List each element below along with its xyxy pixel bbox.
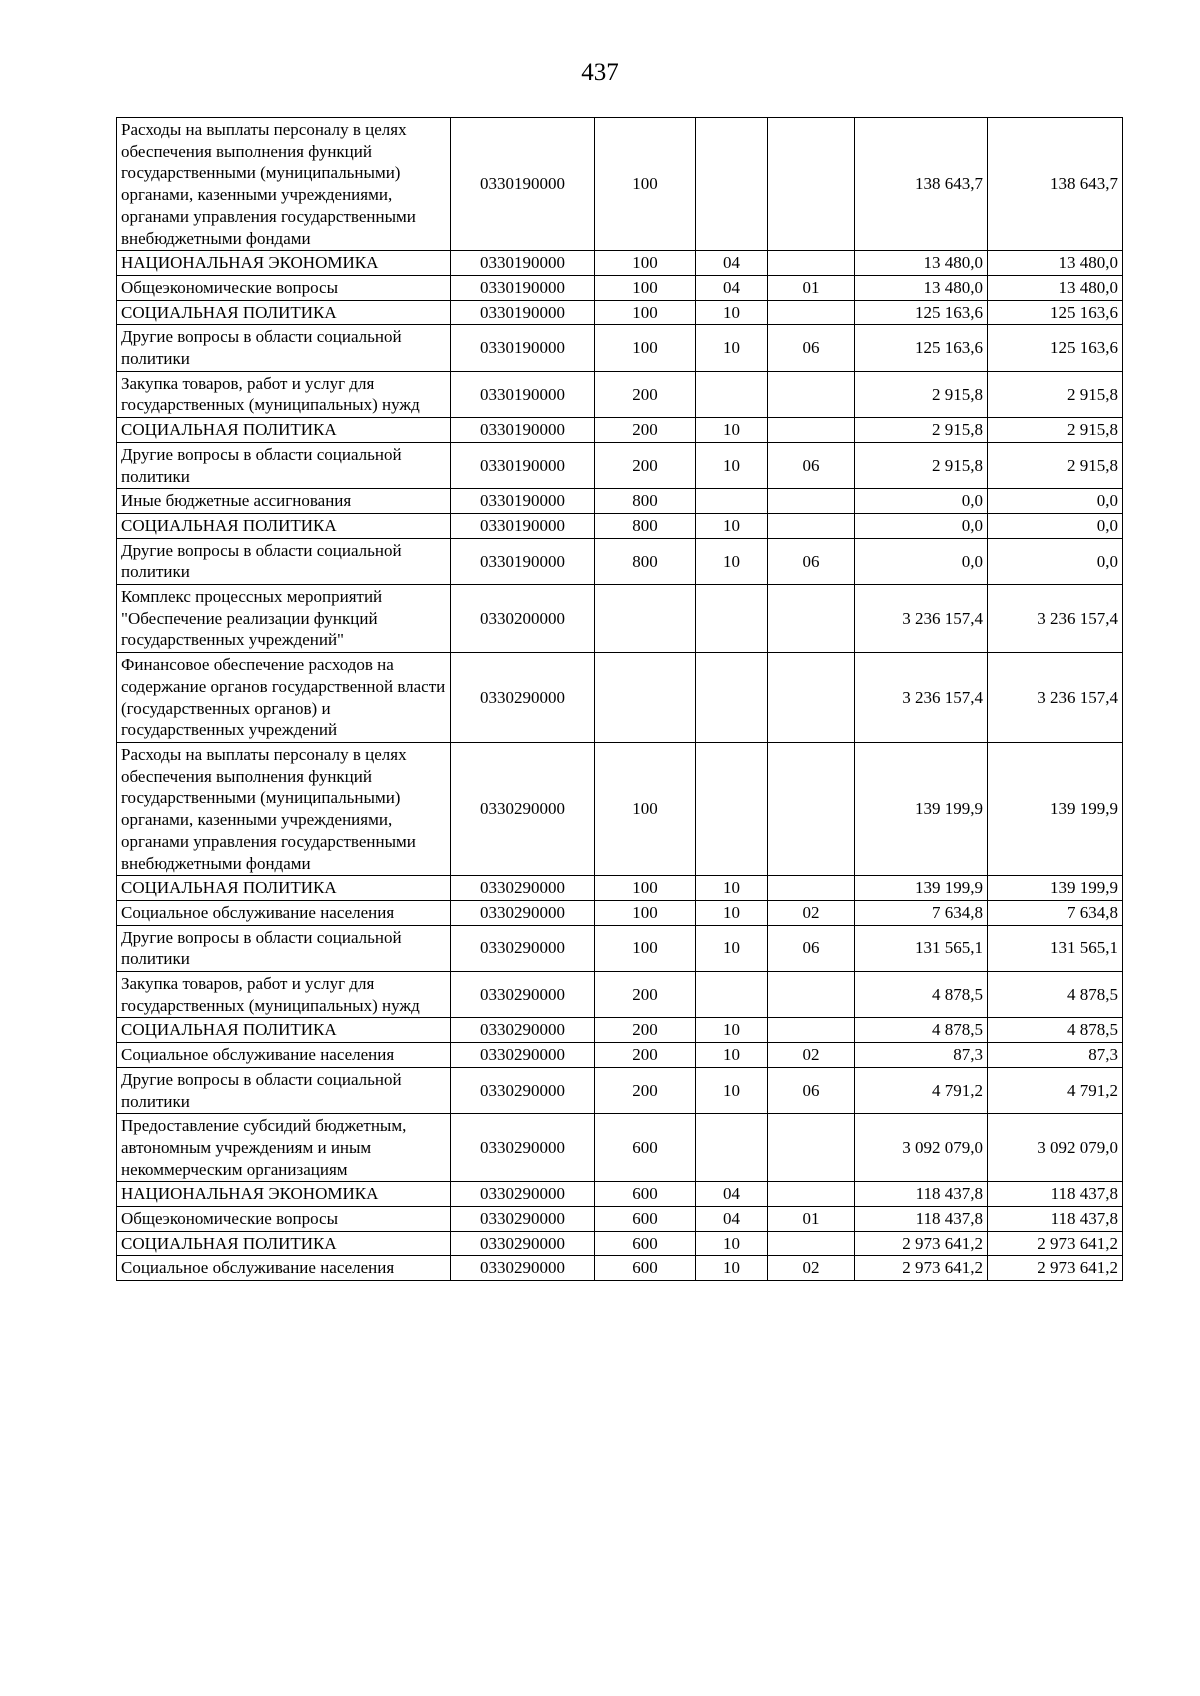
row-name: Социальное обслуживание населения [117,1256,451,1281]
row-section [696,742,768,875]
row-subsection [768,1114,855,1182]
row-amount-1: 131 565,1 [855,925,988,971]
table-row [117,1182,1123,1207]
row-target-code: 0330190000 [451,418,595,443]
table-row [117,900,1123,925]
row-subsection [768,653,855,743]
row-subsection: 01 [768,275,855,300]
row-amount-2: 2 915,8 [988,418,1123,443]
row-section: 04 [696,1182,768,1207]
row-target-code: 0330290000 [451,876,595,901]
row-amount-1: 125 163,6 [855,300,988,325]
row-target-code: 0330290000 [451,972,595,1018]
row-expense-type: 200 [595,972,696,1018]
row-section: 10 [696,442,768,488]
row-expense-type: 200 [595,418,696,443]
row-subsection: 02 [768,1256,855,1281]
row-subsection: 06 [768,442,855,488]
table-row [117,585,1123,653]
row-subsection: 06 [768,925,855,971]
row-amount-2: 3 236 157,4 [988,585,1123,653]
row-amount-2: 4 791,2 [988,1067,1123,1113]
row-section: 10 [696,1231,768,1256]
table-row [117,275,1123,300]
row-amount-1: 0,0 [855,538,988,584]
row-name: Комплекс процессных мероприятий "Обеспечение реализации функций государственных учреждений" [117,585,451,653]
row-section [696,371,768,417]
row-expense-type: 200 [595,1067,696,1113]
row-expense-type: 100 [595,251,696,276]
row-name: Другие вопросы в области социальной политики [117,538,451,584]
row-name: Общеэкономические вопросы [117,1207,451,1232]
table-row [117,325,1123,371]
row-subsection [768,489,855,514]
row-subsection: 02 [768,900,855,925]
row-expense-type: 200 [595,371,696,417]
row-target-code: 0330190000 [451,513,595,538]
row-name: Финансовое обеспечение расходов на содержание органов государственной власти (государственных органов) и государственных учреждений [117,653,451,743]
row-amount-1: 2 915,8 [855,371,988,417]
row-expense-type: 200 [595,1043,696,1068]
table-row [117,1256,1123,1281]
row-amount-2: 118 437,8 [988,1207,1123,1232]
row-section [696,118,768,251]
row-section: 10 [696,1018,768,1043]
row-subsection [768,418,855,443]
row-name: Общеэкономические вопросы [117,275,451,300]
row-amount-1: 3 092 079,0 [855,1114,988,1182]
row-expense-type: 600 [595,1114,696,1182]
table-row [117,653,1123,743]
row-subsection: 02 [768,1043,855,1068]
row-amount-1: 2 915,8 [855,418,988,443]
row-target-code: 0330190000 [451,371,595,417]
row-amount-2: 139 199,9 [988,742,1123,875]
row-amount-1: 3 236 157,4 [855,653,988,743]
row-expense-type: 100 [595,300,696,325]
row-expense-type: 600 [595,1207,696,1232]
row-subsection [768,876,855,901]
row-section: 10 [696,513,768,538]
row-subsection [768,118,855,251]
row-target-code: 0330290000 [451,1231,595,1256]
row-subsection [768,300,855,325]
table-row [117,442,1123,488]
row-target-code: 0330290000 [451,742,595,875]
row-amount-1: 0,0 [855,513,988,538]
table-row [117,1231,1123,1256]
row-subsection [768,585,855,653]
row-target-code: 0330290000 [451,900,595,925]
row-amount-1: 139 199,9 [855,742,988,875]
row-name: Другие вопросы в области социальной политики [117,442,451,488]
row-expense-type: 800 [595,513,696,538]
table-row [117,1067,1123,1113]
row-subsection [768,371,855,417]
row-amount-2: 13 480,0 [988,251,1123,276]
row-target-code: 0330290000 [451,925,595,971]
row-amount-2: 4 878,5 [988,972,1123,1018]
row-expense-type: 100 [595,742,696,875]
row-expense-type [595,585,696,653]
table-row [117,371,1123,417]
row-name: Другие вопросы в области социальной политики [117,1067,451,1113]
table-body [117,118,1123,1281]
row-expense-type: 100 [595,118,696,251]
row-name: СОЦИАЛЬНАЯ ПОЛИТИКА [117,418,451,443]
row-subsection [768,1018,855,1043]
table-row [117,300,1123,325]
row-section: 10 [696,300,768,325]
row-amount-2: 2 973 641,2 [988,1231,1123,1256]
row-target-code: 0330190000 [451,118,595,251]
row-section: 10 [696,1067,768,1113]
row-amount-1: 125 163,6 [855,325,988,371]
row-section: 10 [696,325,768,371]
row-expense-type: 200 [595,1018,696,1043]
row-name: СОЦИАЛЬНАЯ ПОЛИТИКА [117,513,451,538]
row-expense-type: 100 [595,900,696,925]
row-amount-2: 125 163,6 [988,300,1123,325]
row-amount-1: 118 437,8 [855,1207,988,1232]
row-target-code: 0330290000 [451,1043,595,1068]
table-row [117,742,1123,875]
row-section: 10 [696,1256,768,1281]
row-expense-type [595,653,696,743]
table-row [117,972,1123,1018]
page-number: 437 [581,59,619,86]
row-name: НАЦИОНАЛЬНАЯ ЭКОНОМИКА [117,1182,451,1207]
row-section: 04 [696,275,768,300]
row-expense-type: 100 [595,876,696,901]
table-row [117,1018,1123,1043]
row-section: 10 [696,876,768,901]
row-name: Социальное обслуживание населения [117,900,451,925]
row-section [696,489,768,514]
table-row [117,1114,1123,1182]
row-amount-1: 0,0 [855,489,988,514]
row-amount-1: 2 973 641,2 [855,1256,988,1281]
row-section: 10 [696,1043,768,1068]
row-target-code: 0330190000 [451,251,595,276]
row-section [696,1114,768,1182]
row-amount-2: 138 643,7 [988,118,1123,251]
row-amount-1: 13 480,0 [855,275,988,300]
row-amount-2: 13 480,0 [988,275,1123,300]
row-amount-1: 4 878,5 [855,1018,988,1043]
row-amount-1: 2 915,8 [855,442,988,488]
row-amount-1: 139 199,9 [855,876,988,901]
row-expense-type: 100 [595,925,696,971]
row-name: Закупка товаров, работ и услуг для государственных (муниципальных) нужд [117,371,451,417]
row-target-code: 0330290000 [451,653,595,743]
row-section: 04 [696,1207,768,1232]
row-name: Расходы на выплаты персоналу в целях обеспечения выполнения функций государственными (муниципальными) органами, казенными учреждениями, органами управления государственными внебюджетными фондами [117,118,451,251]
table-row [117,1043,1123,1068]
row-expense-type: 100 [595,275,696,300]
row-amount-2: 3 236 157,4 [988,653,1123,743]
row-expense-type: 800 [595,489,696,514]
row-target-code: 0330190000 [451,442,595,488]
row-amount-1: 118 437,8 [855,1182,988,1207]
row-target-code: 0330190000 [451,300,595,325]
row-name: СОЦИАЛЬНАЯ ПОЛИТИКА [117,1231,451,1256]
row-amount-1: 2 973 641,2 [855,1231,988,1256]
row-target-code: 0330290000 [451,1114,595,1182]
row-section: 10 [696,418,768,443]
row-name: НАЦИОНАЛЬНАЯ ЭКОНОМИКА [117,251,451,276]
row-target-code: 0330190000 [451,325,595,371]
row-subsection [768,1182,855,1207]
row-amount-2: 4 878,5 [988,1018,1123,1043]
row-amount-2: 0,0 [988,513,1123,538]
row-subsection [768,1231,855,1256]
row-section [696,653,768,743]
table-row [117,251,1123,276]
row-subsection [768,972,855,1018]
row-amount-2: 2 973 641,2 [988,1256,1123,1281]
row-amount-1: 4 878,5 [855,972,988,1018]
row-subsection: 06 [768,325,855,371]
table-row [117,925,1123,971]
row-name: Другие вопросы в области социальной политики [117,325,451,371]
row-subsection: 06 [768,1067,855,1113]
row-amount-1: 138 643,7 [855,118,988,251]
row-section: 04 [696,251,768,276]
row-section: 10 [696,925,768,971]
row-amount-2: 0,0 [988,538,1123,584]
table-row [117,418,1123,443]
row-amount-1: 13 480,0 [855,251,988,276]
row-expense-type: 800 [595,538,696,584]
row-section: 10 [696,900,768,925]
row-target-code: 0330190000 [451,489,595,514]
row-name: Иные бюджетные ассигнования [117,489,451,514]
row-subsection [768,513,855,538]
row-subsection [768,251,855,276]
row-amount-2: 3 092 079,0 [988,1114,1123,1182]
row-amount-2: 131 565,1 [988,925,1123,971]
row-name: СОЦИАЛЬНАЯ ПОЛИТИКА [117,300,451,325]
row-target-code: 0330290000 [451,1207,595,1232]
row-target-code: 0330190000 [451,538,595,584]
row-amount-2: 139 199,9 [988,876,1123,901]
row-target-code: 0330290000 [451,1182,595,1207]
row-amount-1: 3 236 157,4 [855,585,988,653]
row-expense-type: 100 [595,325,696,371]
row-expense-type: 600 [595,1182,696,1207]
table-row [117,489,1123,514]
table-row [117,1207,1123,1232]
table-row [117,513,1123,538]
row-target-code: 0330190000 [451,275,595,300]
table-row [117,876,1123,901]
row-name: Закупка товаров, работ и услуг для государственных (муниципальных) нужд [117,972,451,1018]
row-subsection: 06 [768,538,855,584]
row-name: Другие вопросы в области социальной политики [117,925,451,971]
row-section: 10 [696,538,768,584]
row-amount-2: 87,3 [988,1043,1123,1068]
row-expense-type: 200 [595,442,696,488]
row-amount-1: 7 634,8 [855,900,988,925]
row-section [696,972,768,1018]
row-expense-type: 600 [595,1256,696,1281]
row-amount-1: 4 791,2 [855,1067,988,1113]
row-subsection: 01 [768,1207,855,1232]
row-section [696,585,768,653]
row-name: Социальное обслуживание населения [117,1043,451,1068]
row-name: СОЦИАЛЬНАЯ ПОЛИТИКА [117,1018,451,1043]
row-target-code: 0330290000 [451,1256,595,1281]
row-amount-1: 87,3 [855,1043,988,1068]
row-amount-2: 7 634,8 [988,900,1123,925]
row-amount-2: 2 915,8 [988,442,1123,488]
row-target-code: 0330290000 [451,1067,595,1113]
row-expense-type: 600 [595,1231,696,1256]
row-name: Расходы на выплаты персоналу в целях обеспечения выполнения функций государственными (муниципальными) органами, казенными учреждениями, органами управления государственными внебюджетными фондами [117,742,451,875]
row-name: СОЦИАЛЬНАЯ ПОЛИТИКА [117,876,451,901]
budget-table [116,117,1123,1281]
row-amount-2: 125 163,6 [988,325,1123,371]
row-name: Предоставление субсидий бюджетным, автономным учреждениям и иным некоммерческим организациям [117,1114,451,1182]
row-subsection [768,742,855,875]
row-target-code: 0330200000 [451,585,595,653]
table-row [117,538,1123,584]
row-amount-2: 118 437,8 [988,1182,1123,1207]
row-target-code: 0330290000 [451,1018,595,1043]
table-row [117,118,1123,251]
row-amount-2: 2 915,8 [988,371,1123,417]
row-amount-2: 0,0 [988,489,1123,514]
